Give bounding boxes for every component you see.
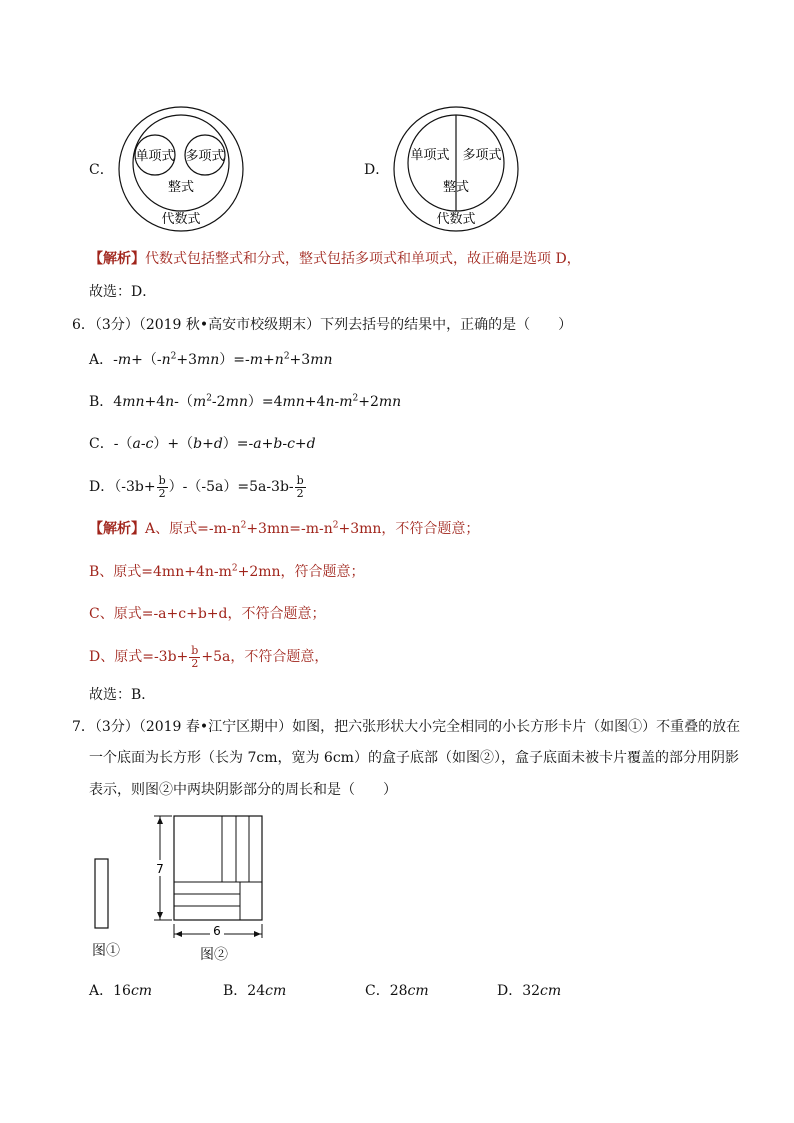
q7-option-b: B．24cm [223,983,287,999]
q6-option-b: B．$4mn+4n-(m^2-2mn)=4mn+4n-m^2+2mn$ [89,393,402,410]
fraction: $\frac{b}{2}$ [158,473,166,500]
fraction: $\frac{b}{2}$ [296,473,304,500]
q7-option-c: C．28cm [365,983,429,999]
analysis-tag: 【解析】 [89,521,145,537]
figure-1-label: 图① [92,943,120,959]
figure-2-label: 图② [200,947,228,963]
q5-answer: 故选：D． [89,284,157,300]
analysis-tag: 【解析】 [89,251,145,267]
q7-stem-line3: 表示，则图②中两块阴影部分的周长和是（ ） [89,782,397,798]
q5-option-d-label: D． [364,162,390,178]
diagram-c-label-integral: 整式 [167,180,195,195]
q6-option-d: D．（-3b+ $\frac{b}{2}$ ）-（-5a）=5a-3b- $\frac{b}{2}$ [89,473,304,500]
diagram-c-label-monomial: 单项式 [135,149,175,164]
q7-option-d: D．32cm [497,983,562,999]
diagram-d-label-monomial: 单项式 [410,148,450,163]
diagram-d-venn [388,105,524,233]
q6-analysis-c: C、原式=-a+c+b+d，不符合题意； [89,606,326,622]
dimension-width-label: 6 [213,924,221,938]
dimension-height-label: 7 [156,862,164,876]
q6-option-c: C．-（a-c）+（b+d）=-a+b-c+d [89,436,316,452]
q7-stem-line2: 一个底面为长方形（长为 7cm，宽为 6cm）的盒子底部（如图②），盒子底面未被卡片覆盖的部分用阴影 [89,750,739,766]
diagram-d-label-algebraic: 代数式 [436,212,476,227]
q7-stem-line1: 7．（3分）（2019 春•江宁区期中）如图，把六张形状大小完全相同的小长方形卡片（如图①）不重叠的放在 [72,719,741,735]
q6-analysis-b: B、原式$=4mn+4n-m^2+2mn$，符合题意； [89,563,365,580]
q5-analysis [89,250,581,268]
figure-1-card [94,858,110,930]
figure-2-box [150,812,270,944]
q7-option-a: A．16cm [89,983,153,999]
q6-analysis-a: 【解析】A、原式$=-m-n^2+3mn=-m-n^2+3mn$，不符合题意； [89,520,480,537]
q6-stem: 6．（3分）（2019 秋•高安市校级期末）下列去括号的结果中，正确的是（ ） [72,317,573,333]
fraction: $\frac{b}{2}$ [191,643,199,670]
diagram-c-label-algebraic: 代数式 [161,212,201,227]
q5-option-c-label: C． [89,162,114,178]
q6-option-a: A．$-m+(-n^2+3mn)=-m+n^2+3mn$ [89,351,333,368]
q6-analysis-d: D、原式=-3b+ $\frac{b}{2}$ +5a，不符合题意， [89,643,329,670]
diagram-c-label-polynomial: 多项式 [185,149,225,164]
q6-answer: 故选：B． [89,687,156,703]
diagram-d-label-polynomial: 多项式 [462,148,502,163]
diagram-c-venn [113,105,249,233]
diagram-d-label-integral: 整式 [442,180,470,195]
analysis-text: 代数式包括整式和分式，整式包括多项式和单项式，故正确是选项 D， [145,251,581,267]
